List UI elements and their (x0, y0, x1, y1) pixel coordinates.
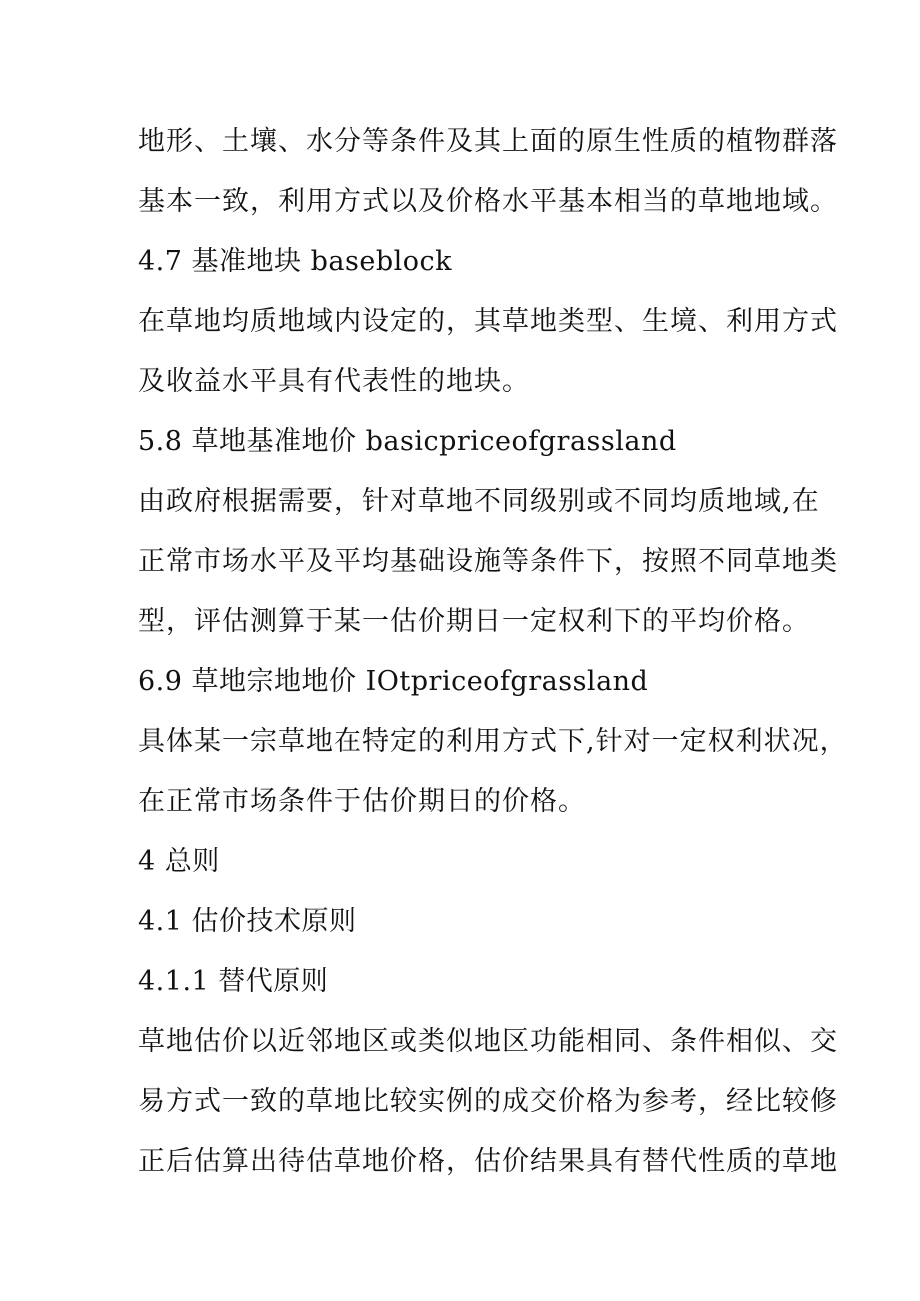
paragraph-line: 在草地均质地域内设定的，其草地类型、生境、利用方式 (138, 306, 838, 337)
section-heading: 4.7 基准地块 baseblock (138, 246, 452, 277)
paragraph-line: 由政府根据需要，针对草地不同级别或不同均质地域,在 (138, 486, 820, 517)
paragraph-line: 正常市场水平及平均基础设施等条件下，按照不同草地类 (138, 546, 838, 577)
paragraph-line: 型，评估测算于某一估价期日一定权利下的平均价格。 (138, 606, 810, 637)
paragraph-line: 易方式一致的草地比较实例的成交价格为参考，经比较修 (138, 1086, 838, 1117)
chapter-heading: 4 总则 (138, 846, 220, 877)
subsection-heading: 4.1.1 替代原则 (138, 966, 329, 997)
paragraph-line: 在正常市场条件于估价期日的价格。 (138, 786, 586, 817)
paragraph-line: 具体某一宗草地在特定的利用方式下,针对一定权利状况， (138, 726, 848, 757)
section-heading: 6.9 草地宗地地价 IOtpriceofgrassland (138, 666, 649, 697)
paragraph-line: 基本一致，利用方式以及价格水平基本相当的草地地域。 (138, 186, 838, 217)
paragraph-line: 地形、土壤、水分等条件及其上面的原生性质的植物群落 (138, 126, 838, 157)
section-heading: 5.8 草地基准地价 basicpriceofgrassland (138, 426, 677, 457)
paragraph-line: 及收益水平具有代表性的地块。 (138, 366, 530, 397)
section-heading: 4.1 估价技术原则 (138, 906, 357, 937)
paragraph-line: 正后估算出待估草地价格，估价结果具有替代性质的草地 (138, 1146, 838, 1177)
paragraph-line: 草地估价以近邻地区或类似地区功能相同、条件相似、交 (138, 1026, 838, 1057)
